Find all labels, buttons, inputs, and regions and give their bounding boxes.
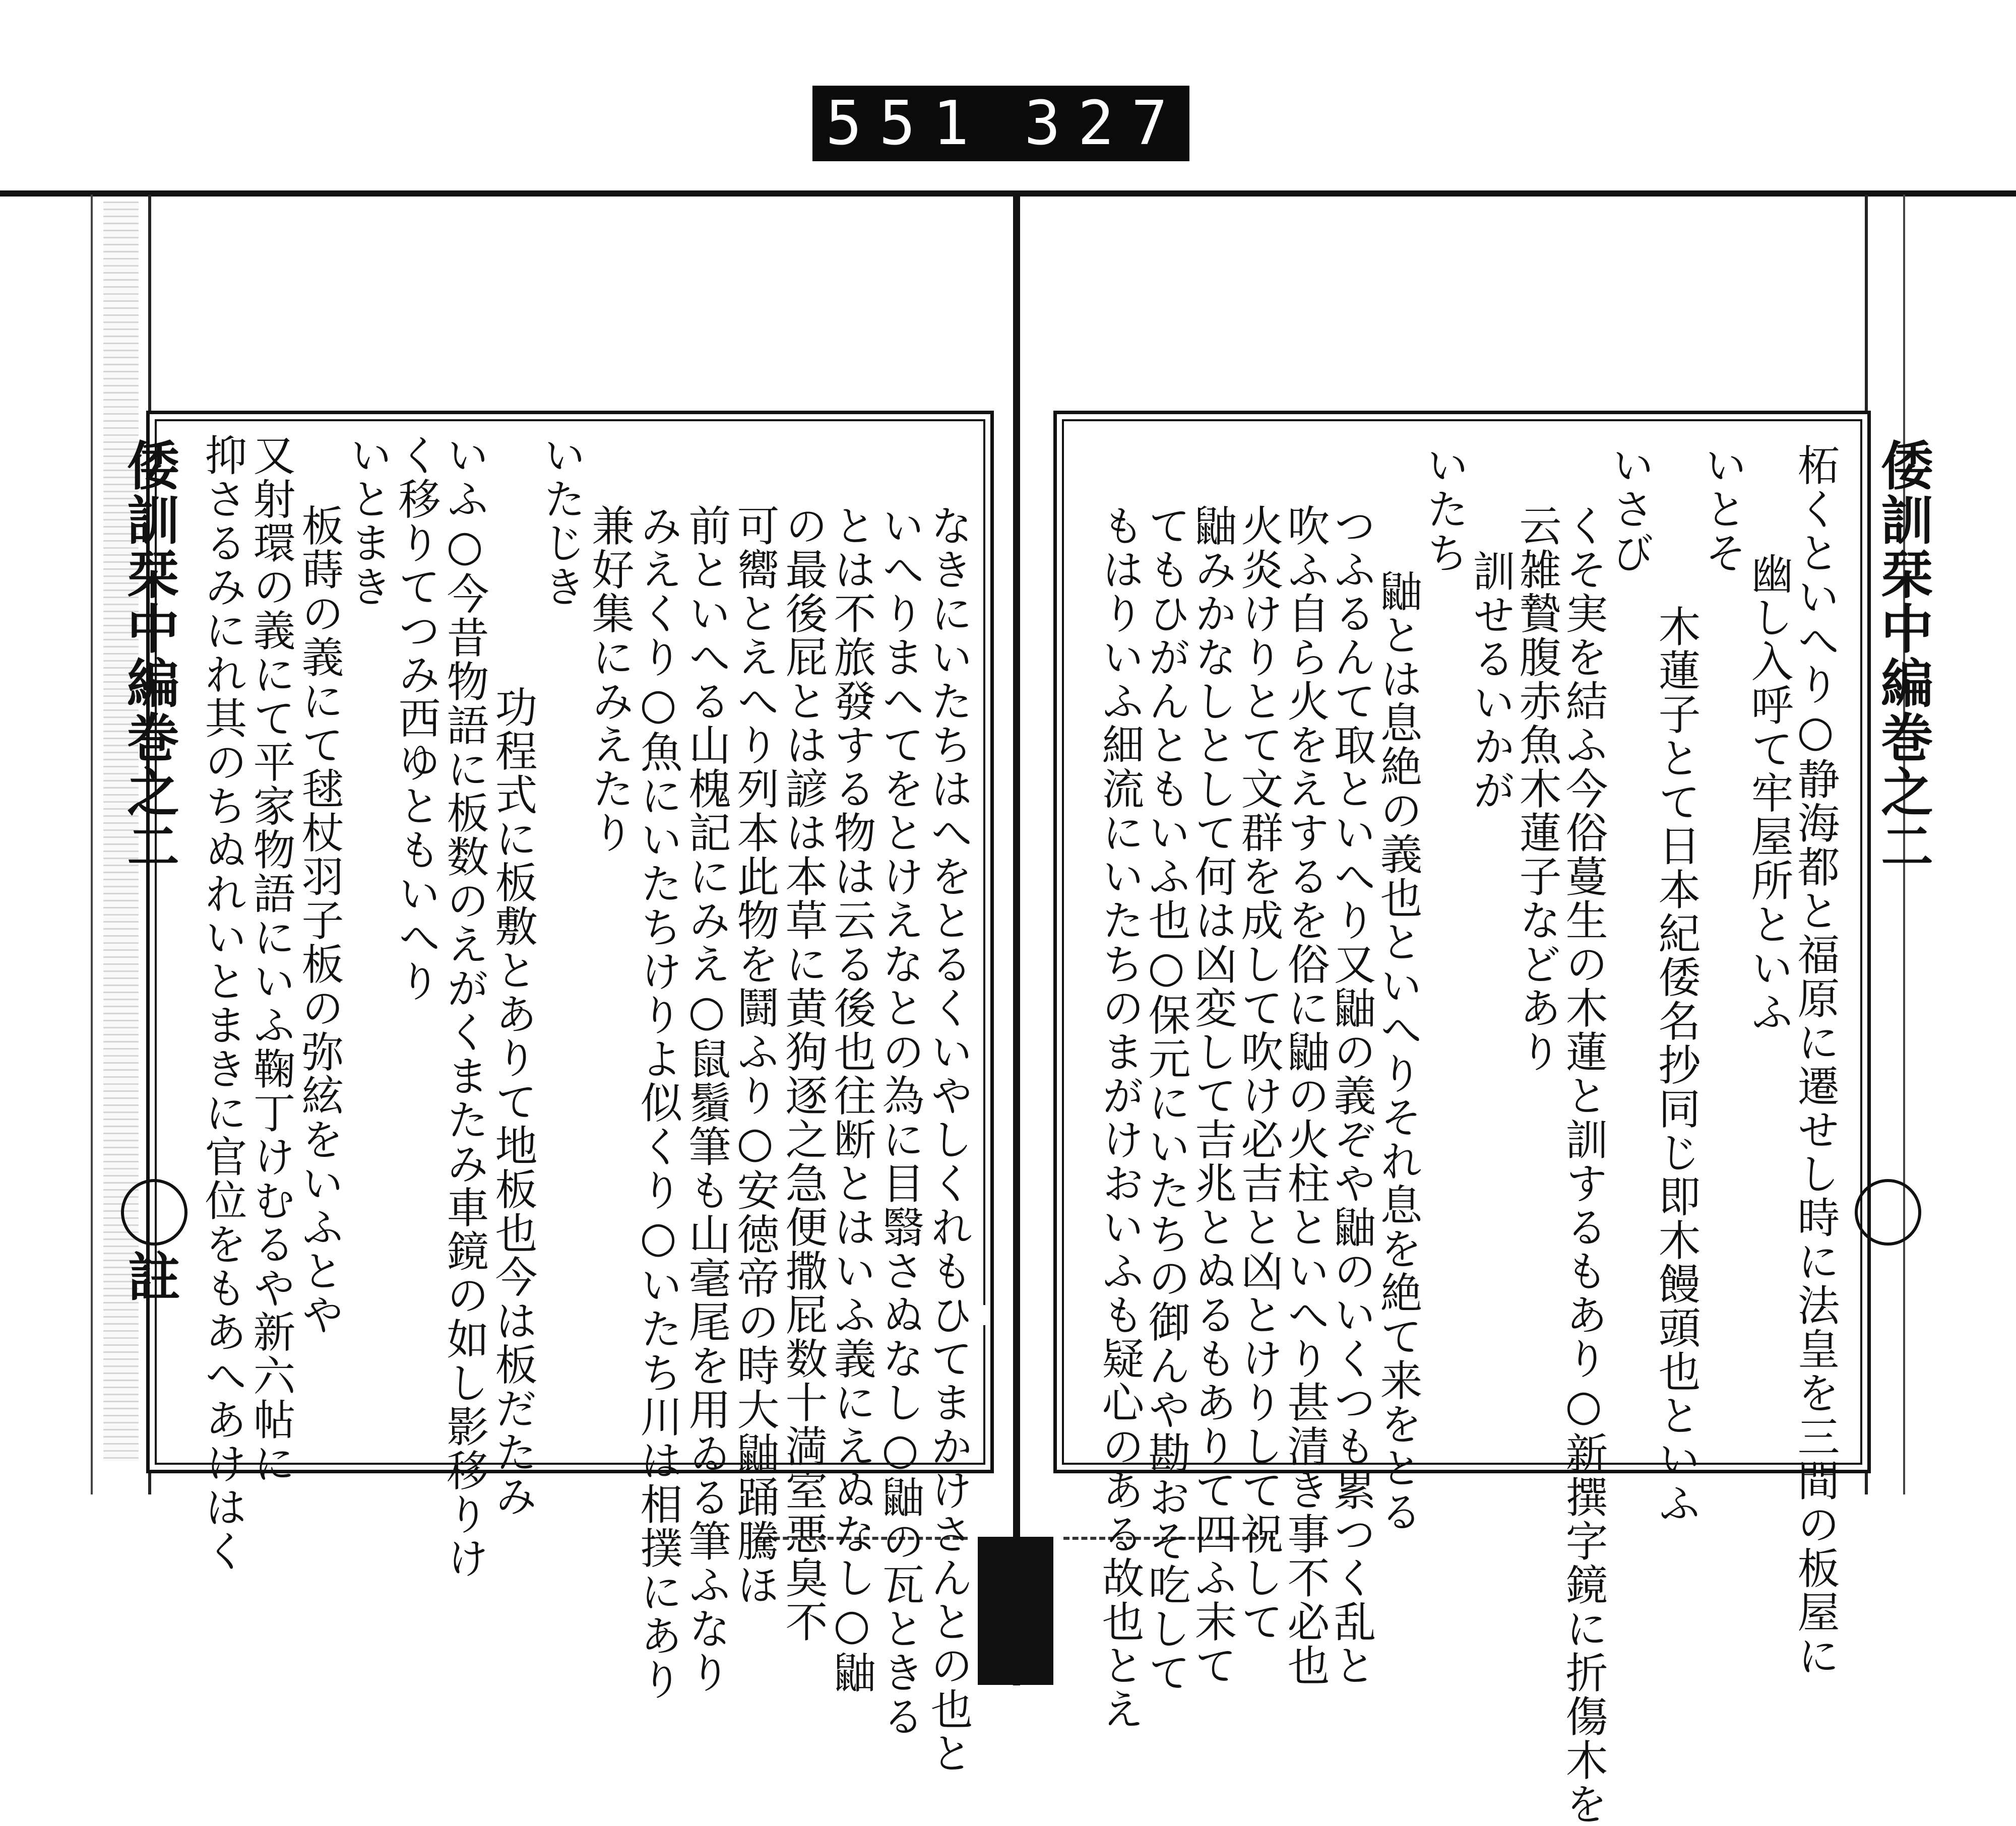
right-page-column: 鼬とは息絶の義也といへりそれ息を絶て来をとる [1373,569,1423,1534]
left-page-column: なきにいたちはへをとるくいやしくれもひてまかけさんとの也と [924,504,973,1775]
right-page-column: 幽し入呼て牢屋所といふ [1744,552,1794,1034]
left-page-column: いとまき [343,433,393,609]
right-page-column: 訓せるいかが [1466,549,1516,812]
left-page-column: いふ○今昔物語に板数のえがくまたみ車鏡の如し影移りけ [440,433,489,1580]
left-page-column: 前といへる山槐記にみえ○鼠鬚筆も山毫尾を用ゐる筆ふなり [682,504,731,1694]
right-page-column: いたち [1420,443,1469,575]
left-margin-mark: 註 [119,1250,181,1304]
right-page-column: いとそ [1698,443,1747,575]
right-margin-title: 倭訓栞中編巻之二 [1872,438,1934,874]
left-page-column: 抑さるみにれ其のちぬれいとまきに官位をもあへあけはく [198,433,247,1573]
left-page-column: の最後屁とは諺は本草に黄狗逐之急便撒屁数十満室悪臭不 [779,504,828,1644]
frame-notch [982,1305,990,1325]
right-page-column: 火炎けりとて文群を成して吹け必吉と凶とけりして祝して [1234,504,1284,1644]
left-page-column: みえくり○魚にいたちけりよ似くり○いたち川は相撲にあり [634,504,683,1702]
binding-line [0,190,2016,197]
gutter-block [978,1537,1053,1685]
right-page-column: 木蓮子とて日本紀倭名抄同じ即木饅頭也といふ [1652,605,1701,1525]
right-page-column: 鼬みかなしとして何は凶変して吉兆とぬるもありて四ふ末て [1188,504,1237,1687]
left-margin-circle [121,1179,187,1246]
left-page-column: 兼好集にみえたり [585,504,635,855]
right-page-column: 柘くといへり○静海都と福原に遷せし時に法皇を三間の板屋に [1791,443,1840,1678]
right-page-column: 云雑贄腹赤魚木蓮子などあり [1513,504,1562,1074]
right-page-column: 吹ふ自ら火をえするを俗に鼬の火柱といへり甚清き事不必也 [1281,504,1330,1687]
right-page-column: てもひがんともいふ也○保元にいたちの御んや勘おそ吃して [1142,504,1191,1694]
left-page-column: 功程式に板敷とありて地板也今は板だたみ [488,685,538,1518]
right-margin-circle [1855,1179,1921,1246]
left-margin-title: 倭訓栞中編巻之二 [118,438,180,874]
right-page-column: つふるんて取といへり又鼬の義ぞや鼬のいくつも累つく乱と [1327,504,1376,1687]
catalogue-label [812,86,1238,161]
gutter-line [1013,194,1020,1685]
right-page-column: いさび [1605,443,1655,575]
left-page-column: 可嚮とえへり列本此物を鬪ふり○安徳帝の時大鼬踊騰ほ [730,504,780,1607]
right-page-column: くそ実を結ふ今俗蔓生の木蓮と訓するもあり○新撰字鏡に折傷木を [1559,504,1608,1826]
left-page-column: く移りてつみ西ゆともいへり [392,433,441,1003]
catalogue-right-number: 327. [1024,89,1238,159]
left-page-column: いたじき [537,433,586,609]
left-page-column: 又射環の義にて平家物語にいふ鞠丁けむるや新六帖に [246,433,296,1485]
right-page-column: もはりいふ細流にいたちのまがけおいふも疑心のある故也とえ [1095,504,1145,1731]
left-page-column: とは不旅發する物は云る後也往断とはいふ義にえぬなし○鼬 [827,504,876,1694]
left-page-column: いへりまへてをとけえなとの為に目翳さぬなし○鼬の瓦ときる [875,504,925,1738]
left-page-column: 板蒔の義にて毬杖羽子板の弥絃をいふとや [295,504,344,1337]
catalogue-left-number: 551 [826,89,986,159]
